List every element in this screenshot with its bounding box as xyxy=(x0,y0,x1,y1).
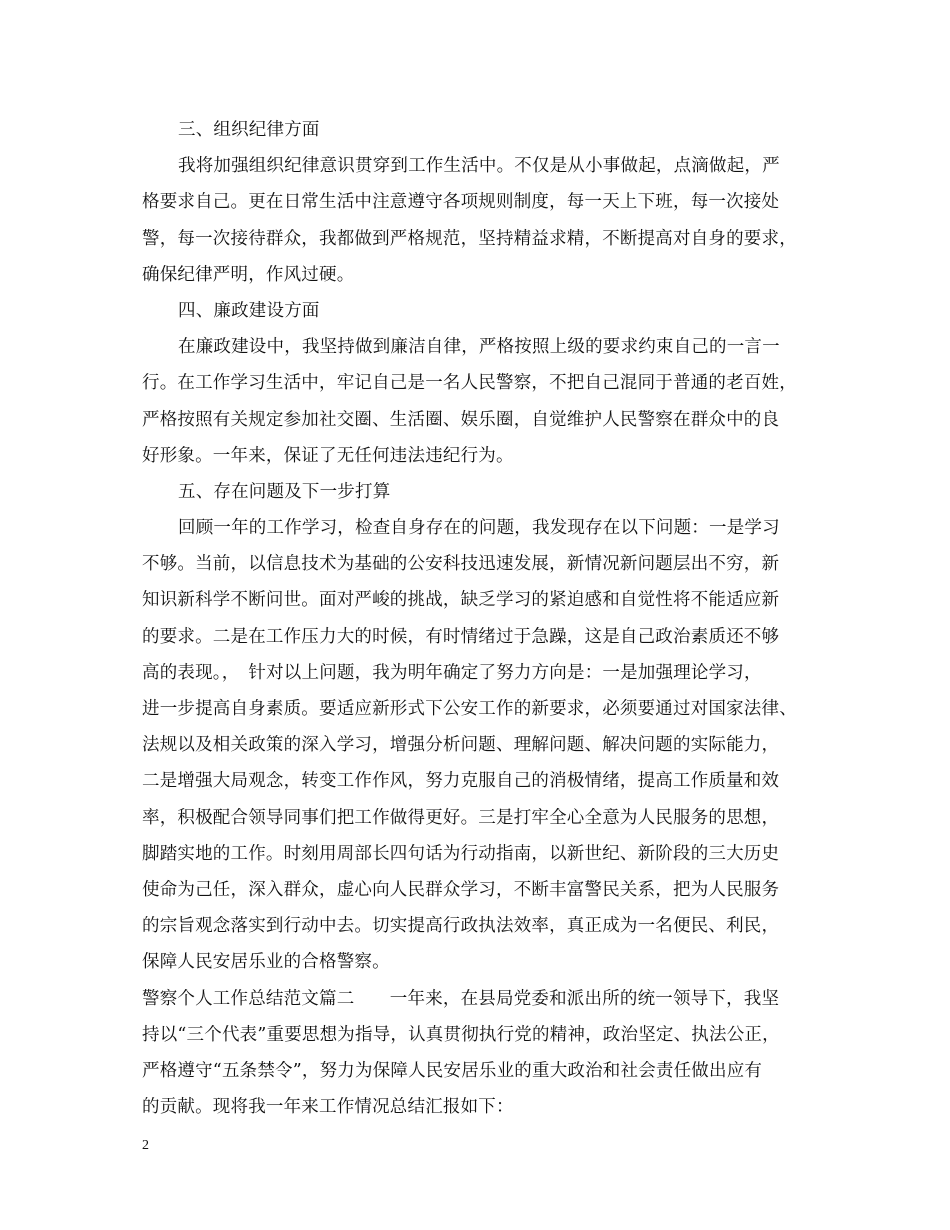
document-body xyxy=(142,112,822,1125)
paragraph-line: 脚踏实地的工作。时刻用周部长四句话为行动指南，以新世纪、新阶段的三大历史 xyxy=(142,843,780,864)
paragraph-line: 严格按照有关规定参加社交圈、生活圈、娱乐圈，自觉维护人民警察在群众中的良 xyxy=(142,409,780,430)
paragraph-line: 确保纪律严明，作风过硬。 xyxy=(142,264,355,285)
page-number: 2 xyxy=(142,1138,149,1153)
paragraph-line: 进一步提高自身素质。要适应新形式下公安工作的新要求，必须要通过对国家法律、 xyxy=(142,699,797,719)
paragraph-line: 二是增强大局观念，转变工作作风，努力克服自己的消极情绪，提高工作质量和效 xyxy=(142,771,780,792)
paragraph-line: 保障人民安居乐业的合格警察。 xyxy=(142,952,390,973)
section-heading-discipline: 三、组织纪律方面 xyxy=(178,120,320,140)
paragraph-line: 警，每一次接待群众，我都做到严格规范，坚持精益求精，不断提高对自身的要求， xyxy=(142,228,797,249)
paragraph-line: 严格遵守“五条禁令”，努力为保障人民安居乐业的重大政治和社会责任做出应有 xyxy=(142,1060,763,1081)
paragraph-line: 的贡献。现将我一年来工作情况总结汇报如下： xyxy=(142,1097,514,1118)
article-two-intro-line: 警察个人工作总结范文篇二 一年来，在县局党委和派出所的统一领导下，我坚 xyxy=(142,988,780,1009)
paragraph-line: 好形象。一年来，保证了无任何违法违纪行为。 xyxy=(142,445,514,466)
section-heading-problems: 五、存在问题及下一步打算 xyxy=(178,481,391,502)
paragraph-line: 的宗旨观念落实到行动中去。切实提高行政执法效率，真正成为一名便民、利民， xyxy=(142,916,780,937)
paragraph-line: 回顾一年的工作学习，检查自身存在的问题，我发现存在以下问题：一是学习 xyxy=(178,518,780,539)
section-heading-integrity: 四、廉政建设方面 xyxy=(178,300,320,321)
paragraph-line: 行。在工作学习生活中，牢记自己是一名人民警察，不把自己混同于普通的老百姓， xyxy=(142,373,797,394)
paragraph-line: 持以“三个代表”重要思想为指导，认真贯彻执行党的精神，政治坚定、执法公正， xyxy=(142,1024,780,1045)
paragraph-line: 我将加强组织纪律意识贯穿到工作生活中。不仅是从小事做起，点滴做起，严 xyxy=(178,156,780,177)
paragraph-line: 使命为己任，深入群众，虚心向人民群众学习，不断丰富警民关系，把为人民服务 xyxy=(142,879,780,900)
paragraph-line: 不够。当前，以信息技术为基础的公安科技迅速发展，新情况新问题层出不穷，新 xyxy=(142,554,780,575)
paragraph-line: 知识新科学不断问世。面对严峻的挑战，缺乏学习的紧迫感和自觉性将不能适应新 xyxy=(142,590,780,611)
paragraph-line: 在廉政建设中，我坚持做到廉洁自律，严格按照上级的要求约束自己的一言一 xyxy=(178,337,780,358)
paragraph-line: 的要求。二是在工作压力大的时候，有时情绪过于急躁，这是自己政治素质还不够 xyxy=(142,626,780,647)
paragraph-line: 法规以及相关政策的深入学习，增强分析问题、理解问题、解决问题的实际能力， xyxy=(142,735,780,756)
paragraph-line: 格要求自己。更在日常生活中注意遵守各项规则制度，每一天上下班，每一次接处 xyxy=(142,192,780,213)
paragraph-line: 高的表现。， 针对以上问题，我为明年确定了努力方向是：一是加强理论学习， xyxy=(142,662,762,683)
paragraph-line: 率，积极配合领导同事们把工作做得更好。三是打牢全心全意为人民服务的思想， xyxy=(142,807,780,828)
